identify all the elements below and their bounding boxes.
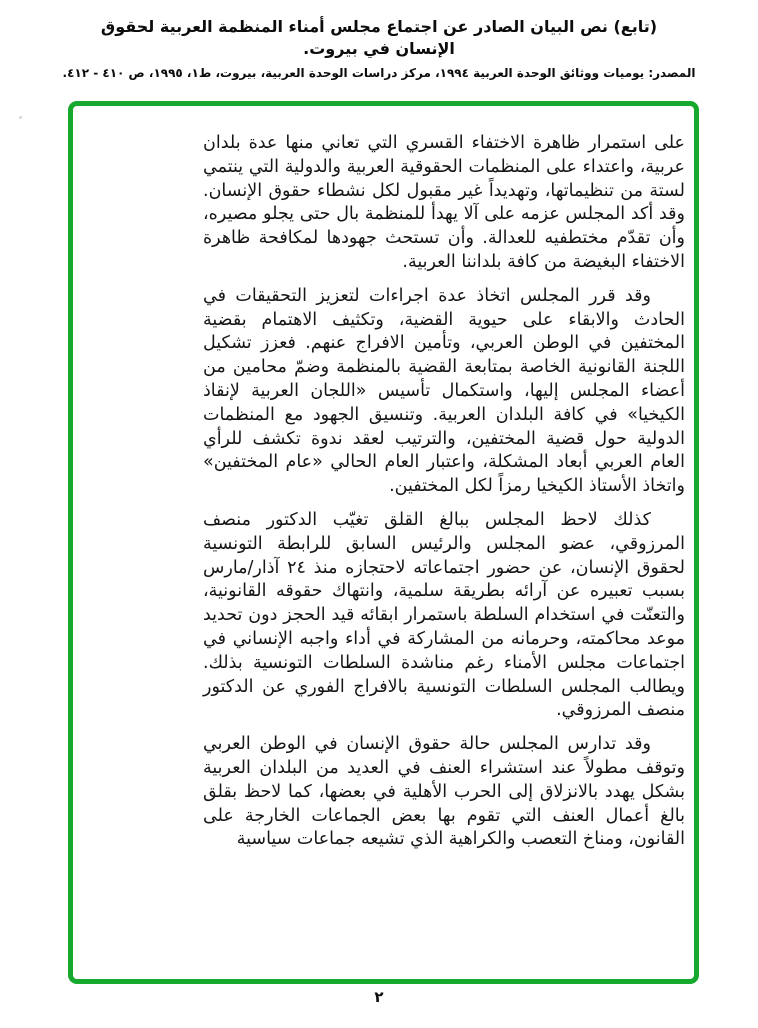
body-text-column [203,132,685,862]
page-number: ٢ [374,988,384,1006]
green-content-frame [68,101,699,984]
header-title: (تابع) نص البيان الصادر عن اجتماع مجلس أمناء المنظمة العربية لحقوق الإنسان في بيروت. [100,17,658,58]
page-header [0,16,758,80]
scan-artifact-dot [19,116,22,119]
paragraph-2: وقد قرر المجلس اتخاذ عدة اجراءات لتعزيز التحقيقات في الحادث والابقاء على حيوية القضية، وتكثيف الاهتمام بقضية المختفين في الوطن العربي، وتأمين الافراج عنهم. فعزز تشكيل اللجنة القانونية الخاصة بمتابعة القضية بالمنظمة وضمّ محامين من أعضاء المجلس إليها، واستكمال تأسيس «اللجان العربية لإنقاذ الكيخيا» في كافة البلدان العربية. وتنسيق الجهود مع المنظمات الدولية حول قضية المختفين، والترتيب لعقد ندوة تكشف للرأي العام العربي أبعاد المشكلة، واعتبار العام الحالي «عام المختفين» واتخاذ الأستاذ الكيخيا رمزاً لكل المختفين. [203,285,685,497]
paragraph-3: كذلك لاحظ المجلس ببالغ القلق تغيّب الدكتور منصف المرزوقي، عضو المجلس والرئيس السابق للرابطة التونسية لحقوق الإنسان، عن حضور اجتماعاته لاحتجازه منذ ٢٤ آذار/مارس بسبب تعبيره عن آرائه بطريقة سلمية، وانتهاك حقوقه القانونية، والتعنّت في استخدام السلطة باستمرار ابقائه قيد الحجز دون تحديد موعد محاكمته، وحرمانه من المشاركة في أداء واجبه الإنساني في اجتماعات مجلس الأمناء رغم مناشدة السلطات التونسية بذلك. ويطالب المجلس السلطات التونسية بالافراج الفوري عن الدكتور منصف المرزوقي. [203,509,685,721]
header-source-citation: المصدر: يوميات ووثائق الوحدة العربية ١٩٩٤، مركز دراسات الوحدة العربية، بيروت، ط١، ١٩٩٥، ص ٤١٠ - ٤١٢. [62,66,696,81]
paragraph-1: على استمرار ظاهرة الاختفاء القسري التي تعاني منها عدة بلدان عربية، واعتداء على المنظمات الحقوقية العربية والدولية التي ينتمي لستة من تنظيماتها، وتهديداً غير مقبول لكل نشطاء حقوق الإنسان. وقد أكد المجلس عزمه على آلا يهدأ للمنظمة بال حتى يجلو مصيره، وأن تقدّم مختطفيه للعدالة. وأن تستحث جهودها لمكافحة ظاهرة الاختفاء البغيضة من كافة بلداننا العربية. [203,133,685,272]
paragraph-4: وقد تدارس المجلس حالة حقوق الإنسان في الوطن العربي وتوقف مطولاً عند استشراء العنف في العديد من البلدان العربية بشكل يهدد بالانزلاق إلى الحرب الأهلية في بعضها، كما لاحظ بقلق بالغ أعمال العنف التي تقوم بها بعض الجماعات الخارجة على القانون، ومناخ التعصب والكراهية الذي تشيعه جماعات سياسية [203,734,685,850]
